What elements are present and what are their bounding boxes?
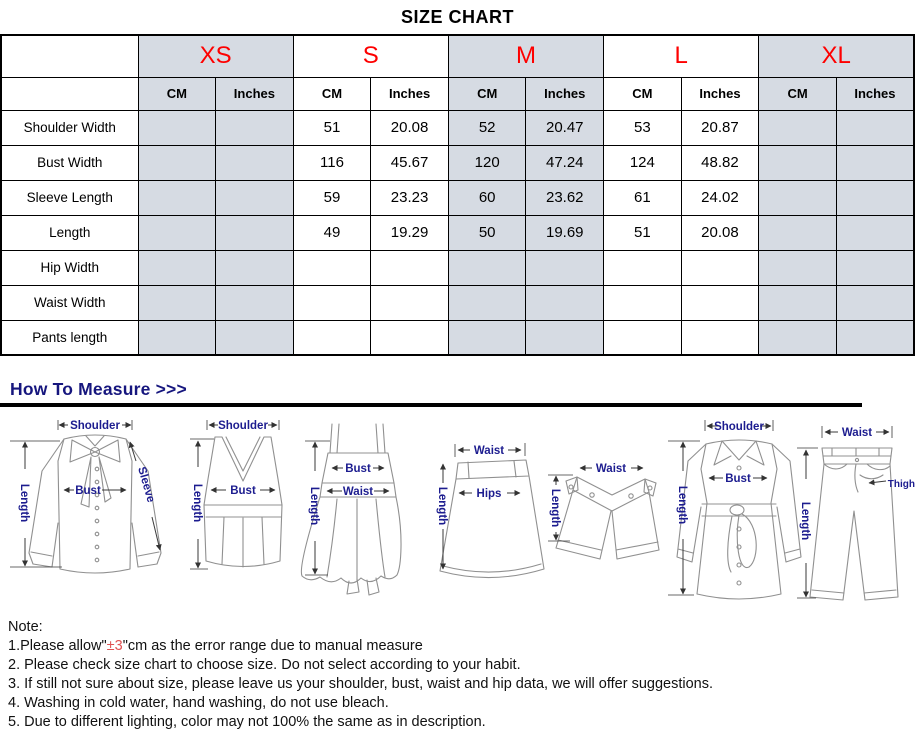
value-cell: 50 bbox=[448, 215, 526, 250]
unit-header: Inches bbox=[836, 77, 914, 110]
value-cell: 52 bbox=[448, 110, 526, 145]
measure-label-shoulder: Shoulder bbox=[70, 420, 120, 432]
table-row bbox=[1, 145, 914, 180]
measure-label-length: Length bbox=[191, 483, 203, 523]
notes-heading: Note: bbox=[8, 619, 43, 635]
value-cell: 116 bbox=[293, 145, 371, 180]
table-row bbox=[1, 285, 914, 320]
value-cell bbox=[138, 180, 216, 215]
skirt-outline bbox=[440, 460, 544, 578]
value-cell bbox=[138, 110, 216, 145]
value-cell bbox=[293, 250, 371, 285]
note-item: 2. Please check size chart to choose size. Do not select according to your habit. bbox=[8, 657, 521, 673]
value-cell bbox=[836, 285, 914, 320]
row-label: Pants length bbox=[1, 320, 138, 355]
value-cell bbox=[526, 285, 604, 320]
corner-cell bbox=[1, 35, 138, 77]
unit-header: CM bbox=[293, 77, 371, 110]
notes-section bbox=[8, 618, 915, 732]
measure-label-thigh: Thigh bbox=[887, 479, 915, 490]
table-row bbox=[1, 250, 914, 285]
note-item: 1.Please allow"±3"cm as the error range due to manual measure bbox=[8, 638, 423, 654]
table-row bbox=[1, 110, 914, 145]
size-header-xl: XL bbox=[759, 35, 914, 77]
table-row bbox=[1, 320, 914, 355]
dress-diagram bbox=[301, 424, 401, 595]
row-label: Length bbox=[1, 215, 138, 250]
value-cell bbox=[836, 215, 914, 250]
value-cell: 47.24 bbox=[526, 145, 604, 180]
value-cell: 19.29 bbox=[371, 215, 449, 250]
measure-label-bust: Bust bbox=[345, 463, 371, 475]
row-label: Shoulder Width bbox=[1, 110, 138, 145]
value-cell bbox=[216, 145, 294, 180]
value-cell bbox=[293, 320, 371, 355]
size-header-xs: XS bbox=[138, 35, 293, 77]
measure-label-sleeve: Sleeve bbox=[135, 465, 157, 504]
value-cell: 24.02 bbox=[681, 180, 759, 215]
measure-label-waist: Waist bbox=[342, 486, 374, 498]
measure-label-shoulder: Shoulder bbox=[714, 421, 764, 433]
value-cell: 59 bbox=[293, 180, 371, 215]
value-cell: 20.08 bbox=[681, 215, 759, 250]
size-header-l: L bbox=[604, 35, 759, 77]
value-cell bbox=[216, 110, 294, 145]
value-cell bbox=[526, 320, 604, 355]
notes-list bbox=[8, 637, 915, 732]
value-cell bbox=[526, 250, 604, 285]
value-cell: 23.23 bbox=[371, 180, 449, 215]
value-cell bbox=[759, 180, 837, 215]
value-cell bbox=[448, 320, 526, 355]
measure-label-bust: Bust bbox=[75, 485, 101, 497]
value-cell bbox=[216, 285, 294, 320]
value-cell: 20.08 bbox=[371, 110, 449, 145]
value-cell bbox=[371, 320, 449, 355]
value-cell: 20.47 bbox=[526, 110, 604, 145]
value-cell: 20.87 bbox=[681, 110, 759, 145]
unit-header: CM bbox=[604, 77, 682, 110]
pants-outline bbox=[810, 448, 898, 600]
value-cell: 53 bbox=[604, 110, 682, 145]
value-cell bbox=[216, 320, 294, 355]
value-cell bbox=[371, 285, 449, 320]
pants-diagram bbox=[797, 426, 915, 600]
section-divider bbox=[0, 403, 862, 407]
note-item: 5. Due to different lighting, color may not 100% the same as in description. bbox=[8, 714, 486, 730]
value-cell bbox=[138, 250, 216, 285]
measure-label-length: Length bbox=[549, 488, 561, 528]
value-cell: 23.62 bbox=[526, 180, 604, 215]
unit-header: CM bbox=[759, 77, 837, 110]
value-cell bbox=[759, 145, 837, 180]
value-cell bbox=[138, 215, 216, 250]
value-cell bbox=[681, 285, 759, 320]
value-cell bbox=[759, 215, 837, 250]
value-cell bbox=[681, 320, 759, 355]
row-label: Bust Width bbox=[1, 145, 138, 180]
row-label: Sleeve Length bbox=[1, 180, 138, 215]
value-cell bbox=[759, 250, 837, 285]
size-header-row bbox=[1, 35, 914, 77]
vest-diagram bbox=[190, 420, 282, 569]
value-cell: 49 bbox=[293, 215, 371, 250]
value-cell: 60 bbox=[448, 180, 526, 215]
value-cell bbox=[604, 250, 682, 285]
skirt-diagram bbox=[436, 443, 544, 578]
measure-label-waist: Waist bbox=[473, 445, 505, 457]
measure-label-length: Length bbox=[308, 486, 320, 526]
vest-outline bbox=[204, 437, 282, 567]
coat-diagram bbox=[668, 420, 801, 599]
unit-header: CM bbox=[138, 77, 216, 110]
size-chart-table bbox=[0, 34, 915, 356]
unit-header: CM bbox=[448, 77, 526, 110]
value-cell bbox=[216, 180, 294, 215]
measure-label-length: Length bbox=[18, 483, 30, 523]
value-cell bbox=[293, 285, 371, 320]
value-cell bbox=[759, 285, 837, 320]
row-label: Waist Width bbox=[1, 285, 138, 320]
value-cell: 51 bbox=[293, 110, 371, 145]
measure-label-waist: Waist bbox=[595, 463, 627, 475]
value-cell bbox=[604, 285, 682, 320]
how-to-measure-heading: How To Measure >>> bbox=[10, 379, 187, 399]
measure-label-length: Length bbox=[436, 486, 448, 526]
value-cell bbox=[216, 250, 294, 285]
blouse-outline bbox=[29, 435, 161, 573]
measure-label-length: Length bbox=[676, 485, 688, 525]
value-cell bbox=[138, 145, 216, 180]
row-label: Hip Width bbox=[1, 250, 138, 285]
note-item: 3. If still not sure about size, please leave us your shoulder, bust, waist and hip data, we will offer suggestions. bbox=[8, 676, 713, 692]
value-cell bbox=[216, 215, 294, 250]
value-cell bbox=[759, 110, 837, 145]
value-cell bbox=[836, 250, 914, 285]
value-cell: 61 bbox=[604, 180, 682, 215]
shorts-diagram bbox=[548, 463, 659, 559]
table-row bbox=[1, 180, 914, 215]
value-cell bbox=[448, 285, 526, 320]
unit-header-row bbox=[1, 77, 914, 110]
value-cell bbox=[138, 285, 216, 320]
value-cell bbox=[836, 320, 914, 355]
measurement-diagrams bbox=[0, 411, 915, 616]
value-cell bbox=[371, 250, 449, 285]
value-cell: 19.69 bbox=[526, 215, 604, 250]
measure-label-bust: Bust bbox=[725, 473, 751, 485]
corner-cell bbox=[1, 77, 138, 110]
value-cell bbox=[759, 320, 837, 355]
table-row bbox=[1, 215, 914, 250]
size-header-m: M bbox=[448, 35, 603, 77]
measure-label-shoulder: Shoulder bbox=[218, 420, 268, 432]
measure-label-waist: Waist bbox=[841, 427, 873, 439]
coat-outline bbox=[677, 440, 801, 599]
measure-label-bust: Bust bbox=[230, 485, 256, 497]
value-cell bbox=[681, 250, 759, 285]
page-title: SIZE CHART bbox=[401, 7, 514, 27]
measure-label-length: Length bbox=[799, 501, 811, 541]
value-cell bbox=[836, 145, 914, 180]
shorts-outline bbox=[556, 477, 659, 559]
value-cell bbox=[604, 320, 682, 355]
note-item: 4. Washing in cold water, hand washing, do not use bleach. bbox=[8, 695, 389, 711]
value-cell bbox=[836, 180, 914, 215]
value-cell: 120 bbox=[448, 145, 526, 180]
unit-header: Inches bbox=[526, 77, 604, 110]
measure-label-hips: Hips bbox=[476, 488, 502, 500]
size-header-s: S bbox=[293, 35, 448, 77]
value-cell: 51 bbox=[604, 215, 682, 250]
unit-header: Inches bbox=[216, 77, 294, 110]
value-cell bbox=[836, 110, 914, 145]
value-cell bbox=[448, 250, 526, 285]
unit-header: Inches bbox=[681, 77, 759, 110]
value-cell: 48.82 bbox=[681, 145, 759, 180]
unit-header: Inches bbox=[371, 77, 449, 110]
blouse-diagram bbox=[10, 420, 161, 573]
value-cell: 124 bbox=[604, 145, 682, 180]
value-cell bbox=[138, 320, 216, 355]
value-cell: 45.67 bbox=[371, 145, 449, 180]
